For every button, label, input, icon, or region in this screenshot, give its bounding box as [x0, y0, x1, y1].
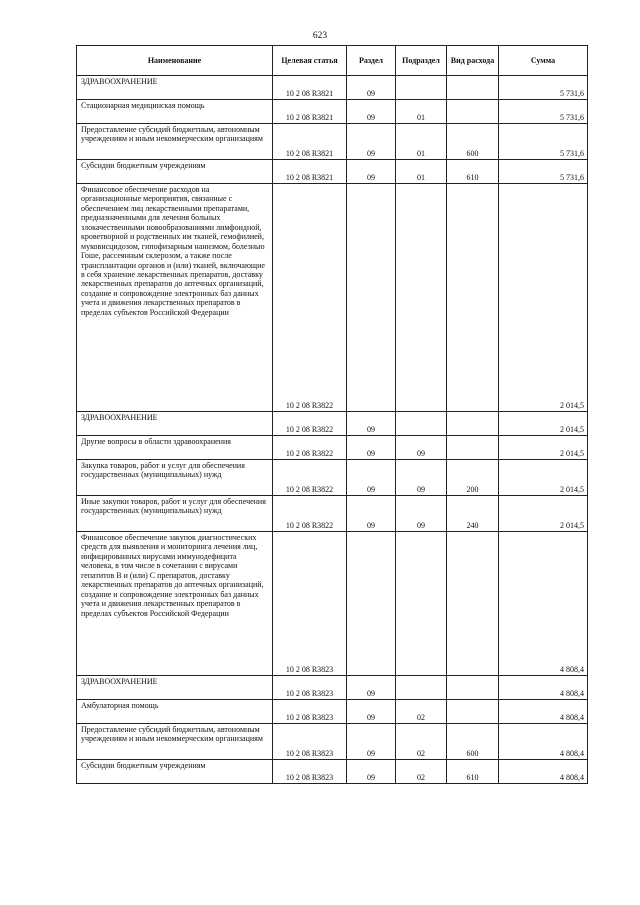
row-target-article: 10 2 08 R3822 [273, 496, 347, 532]
row-sum: 4 808,4 [499, 676, 588, 700]
row-section [347, 184, 396, 412]
header-subsection: Подраздел [396, 46, 447, 76]
table-row [77, 676, 588, 700]
row-name: Иные закупки товаров, работ и услуг для обеспечения государственных (муниципальных) нужд [77, 496, 273, 532]
row-expense-type: 240 [447, 496, 499, 532]
row-expense-type [447, 412, 499, 436]
row-subsection: 09 [396, 436, 447, 460]
row-target-article: 10 2 08 R3821 [273, 160, 347, 184]
row-name: Финансовое обеспечение расходов на организационные мероприятия, связанные с обеспечением лиц лекарственными препаратами, предназначенными для лечения больных злокачественными новообразованиями лимфоидной, кроветворной и родственных им тканей, гемофилией, муковисцидозом, гипофизарным нанизмом, болезнью Гоше, рассеянным склерозом, а также после трансплантации органов и (или) тканей, включающие в себя хранение лекарственных препаратов, доставку лекарственных препаратов до аптечных организаций, создание и сопровождение электронных баз данных учета и движения лекарственных препаратов в пределах субъектов Российской Федерации [77, 184, 273, 412]
header-target-article: Целевая статья [273, 46, 347, 76]
row-subsection [396, 676, 447, 700]
table-row [77, 100, 588, 124]
row-sum: 5 731,6 [499, 76, 588, 100]
row-name: Субсидии бюджетным учреждениям [77, 160, 273, 184]
row-subsection: 09 [396, 496, 447, 532]
table-header-row [77, 46, 588, 76]
budget-table [76, 45, 588, 784]
row-subsection: 02 [396, 760, 447, 784]
row-sum: 4 808,4 [499, 700, 588, 724]
row-expense-type [447, 184, 499, 412]
row-name: Закупка товаров, работ и услуг для обеспечения государственных (муниципальных) нужд [77, 460, 273, 496]
row-expense-type: 610 [447, 760, 499, 784]
page-number: 623 [312, 31, 328, 41]
row-name: Субсидии бюджетным учреждениям [77, 760, 273, 784]
row-name: ЗДРАВООХРАНЕНИЕ [77, 412, 273, 436]
table-row [77, 760, 588, 784]
row-subsection [396, 184, 447, 412]
table-row [77, 532, 588, 676]
row-section: 09 [347, 160, 396, 184]
row-target-article: 10 2 08 R3821 [273, 124, 347, 160]
row-subsection: 01 [396, 160, 447, 184]
row-name: ЗДРАВООХРАНЕНИЕ [77, 676, 273, 700]
header-name: Наименование [77, 46, 273, 76]
row-target-article: 10 2 08 R3823 [273, 532, 347, 676]
row-target-article: 10 2 08 R3821 [273, 76, 347, 100]
row-section: 09 [347, 436, 396, 460]
row-name: Финансовое обеспечение закупок диагностических средств для выявления и мониторинга лечения лиц, инфицированных вирусами иммунодефицита человека, в том числе в сочетании с вирусами гепатитов В и (или) С препаратов, доставку лекарственных препаратов до аптечных организаций, создание и сопровождение электронных баз данных учета и движения лекарственных препаратов в пределах субъектов Российской Федерации [77, 532, 273, 676]
row-subsection: 01 [396, 100, 447, 124]
row-sum: 2 014,5 [499, 436, 588, 460]
row-target-article: 10 2 08 R3823 [273, 700, 347, 724]
table-row [77, 724, 588, 760]
row-subsection [396, 412, 447, 436]
row-name: ЗДРАВООХРАНЕНИЕ [77, 76, 273, 100]
row-subsection: 09 [396, 460, 447, 496]
row-sum: 5 731,6 [499, 160, 588, 184]
row-subsection [396, 532, 447, 676]
table-row [77, 76, 588, 100]
row-target-article: 10 2 08 R3821 [273, 100, 347, 124]
row-expense-type [447, 436, 499, 460]
row-section: 09 [347, 760, 396, 784]
row-expense-type [447, 676, 499, 700]
row-sum: 4 808,4 [499, 760, 588, 784]
table-row [77, 124, 588, 160]
row-name: Предоставление субсидий бюджетным, автономным учреждениям и иным некоммерческим организациям [77, 124, 273, 160]
row-expense-type: 200 [447, 460, 499, 496]
header-section: Раздел [347, 46, 396, 76]
row-target-article: 10 2 08 R3822 [273, 460, 347, 496]
row-sum: 2 014,5 [499, 412, 588, 436]
row-section: 09 [347, 724, 396, 760]
table-row [77, 412, 588, 436]
row-target-article: 10 2 08 R3822 [273, 412, 347, 436]
row-target-article: 10 2 08 R3823 [273, 724, 347, 760]
row-section: 09 [347, 676, 396, 700]
table-row [77, 496, 588, 532]
row-target-article: 10 2 08 R3823 [273, 760, 347, 784]
row-expense-type: 600 [447, 124, 499, 160]
row-expense-type [447, 100, 499, 124]
row-sum: 2 014,5 [499, 460, 588, 496]
row-expense-type [447, 700, 499, 724]
row-subsection: 01 [396, 124, 447, 160]
row-section: 09 [347, 412, 396, 436]
row-expense-type [447, 532, 499, 676]
row-section: 09 [347, 460, 396, 496]
row-target-article: 10 2 08 R3822 [273, 184, 347, 412]
row-expense-type: 610 [447, 160, 499, 184]
row-subsection [396, 76, 447, 100]
row-subsection: 02 [396, 700, 447, 724]
table-row [77, 460, 588, 496]
row-section [347, 532, 396, 676]
row-section: 09 [347, 100, 396, 124]
row-name: Предоставление субсидий бюджетным, автономным учреждениям и иным некоммерческим организациям [77, 724, 273, 760]
row-expense-type [447, 76, 499, 100]
table-row [77, 436, 588, 460]
row-section: 09 [347, 124, 396, 160]
row-section: 09 [347, 700, 396, 724]
row-name: Амбулаторная помощь [77, 700, 273, 724]
table-row [77, 184, 588, 412]
row-sum: 2 014,5 [499, 496, 588, 532]
row-section: 09 [347, 76, 396, 100]
table-row [77, 160, 588, 184]
row-sum: 4 808,4 [499, 532, 588, 676]
row-section: 09 [347, 496, 396, 532]
row-name: Другие вопросы в области здравоохранения [77, 436, 273, 460]
header-expense-type: Вид расхода [447, 46, 499, 76]
row-sum: 5 731,6 [499, 100, 588, 124]
table-row [77, 700, 588, 724]
row-target-article: 10 2 08 R3822 [273, 436, 347, 460]
header-sum: Сумма [499, 46, 588, 76]
row-name: Стационарная медицинская помощь [77, 100, 273, 124]
row-sum: 4 808,4 [499, 724, 588, 760]
row-expense-type: 600 [447, 724, 499, 760]
row-sum: 5 731,6 [499, 124, 588, 160]
row-subsection: 02 [396, 724, 447, 760]
row-target-article: 10 2 08 R3823 [273, 676, 347, 700]
row-sum: 2 014,5 [499, 184, 588, 412]
